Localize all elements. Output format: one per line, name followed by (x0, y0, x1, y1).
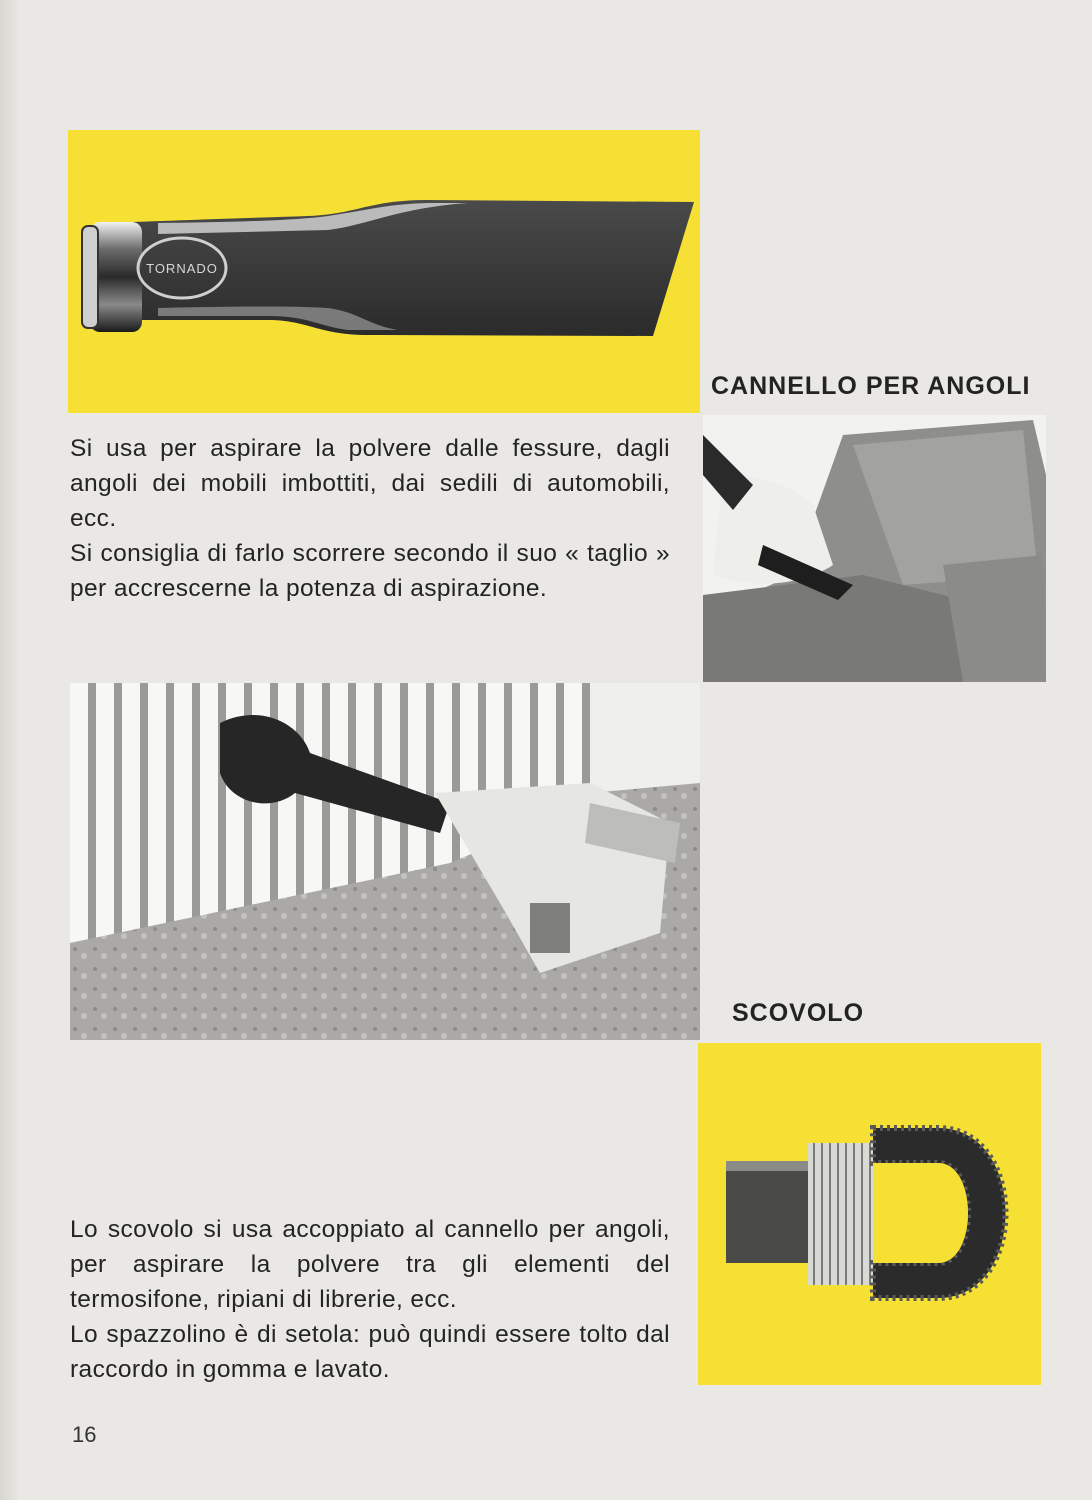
cannello-paragraph-1: Si usa per aspirare la polvere dalle fessure, dagli angoli dei mobili imbottiti, dai sedili di automobili, ecc. (70, 435, 670, 532)
armchair-photo (703, 415, 1046, 682)
radiator-photo (70, 683, 700, 1040)
cannello-description (70, 431, 670, 606)
brush-photo (698, 1043, 1041, 1385)
scovolo-paragraph-2: Lo spazzolino è di setola: può quindi essere tolto dal raccordo in gomma e lavato. (70, 1321, 670, 1383)
scovolo-heading: SCOVOLO (732, 999, 865, 1027)
page-number: 16 (72, 1422, 97, 1447)
crevice-nozzle-photo (68, 130, 700, 413)
cannello-paragraph-2: Si consiglia di farlo scorrere secondo il suo « taglio » per accrescerne la potenza di aspirazione. (70, 540, 670, 602)
scovolo-paragraph-1: Lo scovolo si usa accoppiato al cannello per angoli, per aspirare la polvere tra gli elementi del termosifone, ripiani di librerie, ecc. (70, 1216, 670, 1313)
tornado-logo-text: TORNADO (146, 261, 218, 276)
cannello-heading: CANNELLO PER ANGOLI (711, 372, 1031, 400)
page-spine (0, 0, 18, 1500)
scovolo-description (70, 1212, 670, 1387)
